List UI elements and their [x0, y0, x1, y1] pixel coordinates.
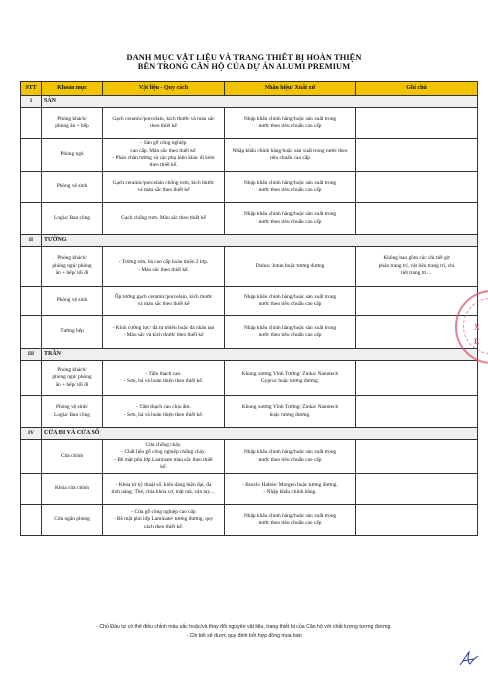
cell-line: - Bosch/ Hafele/ Morgen hoặc tương đương. — [242, 481, 338, 488]
cell-line: Nhập khẩu chính hãng/hoặc sản xuất trong — [243, 211, 337, 218]
vat-lieu-cell — [103, 203, 225, 235]
section-number: III — [21, 349, 42, 361]
table-row — [21, 172, 478, 203]
cell-line: Logia/ Ban công — [54, 214, 90, 221]
khoan-muc-cell — [42, 203, 103, 235]
table-row — [21, 396, 478, 428]
header-khoan-muc: Khoản mục — [42, 82, 103, 96]
footnote: - Chủ Đầu tư có thể điều chỉnh màu sắc hoặc/và thay đổi nguyên vật liệu, trang thiết bị của Căn hộ với chất lượng tương đương. — [96, 624, 392, 630]
stt-cell — [21, 316, 42, 349]
cell-line: nước theo tiêu chuẩn cao cấp — [258, 520, 322, 526]
table-header-row — [21, 82, 478, 96]
cell-line: Khung xương Vĩnh Tường/ Zinka/ Nanotech — [241, 404, 339, 411]
cell-line: Dulux/ Jotun hoặc tương đương — [255, 262, 325, 269]
cell-line: Phòng vệ sinh — [56, 297, 88, 304]
cell-line: Phòng khách/ — [57, 255, 87, 262]
cell-line: Phòng khách/ — [57, 115, 87, 122]
cell-line: Cửa ngăn phòng — [54, 516, 90, 523]
cell-line: phòng ngủ/ phòng — [52, 374, 92, 381]
header-vat-lieu: Vật liệu - Quy cách — [103, 82, 225, 96]
cell-line: Cửa chống cháy. — [145, 441, 182, 448]
section-name: CỬA ĐI VÀ CỬA SỔ — [42, 428, 478, 440]
section-name: TRẦN — [42, 349, 478, 361]
table-row — [21, 361, 478, 396]
section-row — [21, 235, 478, 247]
table-row — [21, 316, 478, 349]
cell-line: Nhập khẩu chính hãng/hoặc sản xuất trong — [243, 512, 337, 519]
nhan-hieu-cell — [225, 474, 356, 505]
header-ghi-chu: Ghi chú — [356, 82, 478, 96]
ghi-chu-cell — [356, 247, 478, 287]
section-number: II — [21, 235, 42, 247]
cell-line: theo thiết kế — [150, 123, 177, 129]
vat-lieu-cell — [103, 287, 225, 316]
ghi-chu-cell — [356, 505, 478, 536]
cell-line: Gạch ceramic/porcelain chống trơn, kích thước — [112, 179, 215, 186]
document-title-line1: DANH MỤC VẬT LIỆU VÀ TRANG THIẾT BỊ HOÀN THIỆN — [126, 53, 362, 62]
cell-line: tiêu chuẩn cao cấp — [270, 155, 310, 161]
ghi-chu-cell — [356, 474, 478, 505]
cell-line: - Màu sắc và kích thước theo thiết kế — [123, 332, 204, 338]
khoan-muc-cell — [42, 108, 103, 139]
table-row — [21, 505, 478, 536]
cell-line: Gạch ceramic/porcelain, kích thước và màu sắc — [112, 115, 215, 122]
table-row — [21, 474, 478, 505]
cell-line: ăn + bếp/ lối đi — [55, 270, 89, 277]
cell-line: Gyproc hoặc tương đương. — [260, 378, 320, 384]
cell-line: Nhập khẩu chính hãng/hoặc sản xuất trong — [243, 324, 337, 331]
cell-line: - Phào chân tường và các phụ kiện khác đi kèm — [112, 155, 215, 161]
cell-line: nước theo tiêu chuẩn cao cấp — [258, 332, 322, 338]
nhan-hieu-cell — [225, 172, 356, 203]
cell-line: Phòng ngủ — [60, 151, 84, 158]
cell-line: - Sàn gỗ công nghiệp — [140, 140, 187, 147]
cell-line: hoặc tương đương. — [269, 411, 311, 418]
header-stt: STT — [21, 82, 42, 96]
cell-line: - Tấm thạch cao chịu ẩm. — [136, 404, 191, 411]
cell-line: - Kính cường lực/ đá tự nhiên hoặc đá nhân tạo — [112, 324, 215, 331]
cell-line: nước theo tiêu chuẩn cao cấp — [258, 187, 322, 193]
header-nhan-hieu: Nhãn hiệu/ Xuất xứ — [225, 82, 356, 96]
ghi-chu-cell — [356, 440, 478, 474]
cell-line: Logia/ Ban công — [54, 411, 90, 418]
cell-line: - Tấm thạch cao. — [145, 370, 182, 377]
cell-line: - Chất liệu gỗ công nghiệp chống cháy. — [121, 449, 206, 456]
cell-line: cao cấp. Màu sắc theo thiết kế. — [130, 147, 197, 154]
ghi-chu-cell — [356, 139, 478, 172]
vat-lieu-cell — [103, 139, 225, 172]
cell-line: - Cửa gỗ công nghiệp cao cấp — [131, 508, 196, 515]
cell-line: phòng ăn + bếp — [55, 123, 89, 129]
vat-lieu-cell — [103, 108, 225, 139]
document-title-line2: BÊN TRONG CĂN HỘ CỦA DỰ ÁN ALUMI PREMIUM — [137, 62, 351, 71]
nhan-hieu-cell — [225, 247, 356, 287]
stt-cell — [21, 440, 42, 474]
section-name: SÀN — [42, 96, 478, 108]
footnote: - Chi tiết sẽ được quy định bởi hợp đồng mua bán — [186, 633, 302, 639]
khoan-muc-cell — [42, 474, 103, 505]
stt-cell — [21, 361, 42, 396]
cell-line: ăn + bếp/ lối đi — [55, 381, 89, 388]
cell-line: Phòng khách/ — [57, 366, 87, 373]
cell-line: Nhập khẩu chính hãng/hoặc sản xuất trong — [243, 179, 337, 186]
section-number: I — [21, 96, 42, 108]
ghi-chu-cell — [356, 203, 478, 235]
cell-line: tính năng: Thẻ, chìa khóa cơ, mật mã, vân tay… — [111, 489, 216, 495]
section-number: IV — [21, 428, 42, 440]
cell-line: Phòng vệ sinh — [56, 183, 88, 190]
cell-line: Nhập khẩu chính hãng/hoặc sản xuất trong — [243, 293, 337, 300]
stt-cell — [21, 505, 42, 536]
vat-lieu-cell — [103, 247, 225, 287]
ghi-chu-cell — [356, 361, 478, 396]
table-row — [21, 203, 478, 235]
stt-cell — [21, 247, 42, 287]
khoan-muc-cell — [42, 139, 103, 172]
nhan-hieu-cell — [225, 108, 356, 139]
cell-line: - Nhập khẩu chính hãng. — [263, 489, 317, 495]
vat-lieu-cell — [103, 316, 225, 349]
cell-line: - Tường sơn, bả cao cấp hoàn thiện 2 lớp. — [118, 259, 209, 266]
cell-line: Nhập khẩu chính hãng/hoặc sản xuất trong nước theo — [232, 147, 348, 154]
cell-line: Nhập khẩu chính hãng/hoặc sản xuất trong — [243, 449, 337, 456]
vat-lieu-cell — [103, 361, 225, 396]
stt-cell — [21, 108, 42, 139]
cell-line: nước theo tiêu chuẩn cao cấp — [258, 123, 322, 129]
materials-table — [20, 81, 478, 536]
khoan-muc-cell — [42, 316, 103, 349]
nhan-hieu-cell — [225, 396, 356, 428]
nhan-hieu-cell — [225, 203, 356, 235]
table-row — [21, 139, 478, 172]
cell-line: nước theo tiêu chuẩn cao cấp — [258, 456, 322, 463]
cell-line: Tường bếp — [60, 328, 84, 335]
cell-line: phòng ngủ/ phòng — [52, 262, 92, 269]
nhan-hieu-cell — [225, 505, 356, 536]
stamp-letter: X — [474, 323, 480, 332]
cell-line: Khóa cửa chính — [54, 485, 90, 492]
cell-line: Không bao gồm các chi tiết gờ — [383, 255, 450, 262]
cell-line: - Bề mặt phủ lớp Laminate màu sắc theo thiết — [114, 456, 213, 463]
section-row — [21, 96, 478, 108]
vat-lieu-cell — [103, 474, 225, 505]
khoan-muc-cell — [42, 287, 103, 316]
stamp-letter: E — [474, 337, 480, 346]
cell-line: Ốp tường gạch ceramic/porcelain, kích thước — [114, 293, 213, 300]
cell-line: nước theo tiêu chuẩn cao cấp — [258, 218, 322, 225]
cell-line: Cửa chính — [60, 452, 84, 459]
cell-line: Phòng vệ sinh/ — [55, 404, 89, 411]
stt-cell — [21, 287, 42, 316]
khoan-muc-cell — [42, 361, 103, 396]
table-row — [21, 247, 478, 287]
vat-lieu-cell — [103, 505, 225, 536]
nhan-hieu-cell — [225, 287, 356, 316]
cell-line: và màu sắc theo thiết kế — [137, 301, 190, 307]
cell-line: Khung xương Vĩnh Tường/ Zinka/ Nanotech — [241, 370, 339, 377]
cell-line: - Sơn, bả và hoàn thiện theo thiết kế. — [123, 378, 204, 384]
cell-line: Nhập khẩu chính hãng/hoặc sản xuất trong — [243, 115, 337, 122]
vat-lieu-cell — [103, 440, 225, 474]
table-row — [21, 108, 478, 139]
section-name: TƯỜNG — [42, 235, 478, 247]
cell-line: - Khóa từ kỹ thuật số, kiểu dáng hiện đại, đa — [115, 481, 212, 488]
stt-cell — [21, 396, 42, 428]
vat-lieu-cell — [103, 172, 225, 203]
stt-cell — [21, 172, 42, 203]
nhan-hieu-cell — [225, 139, 356, 172]
section-row — [21, 349, 478, 361]
ghi-chu-cell — [356, 396, 478, 428]
stt-cell — [21, 139, 42, 172]
cell-line: phào trang trí, vật liệu trang trí, chi — [378, 262, 455, 269]
nhan-hieu-cell — [225, 440, 356, 474]
signature-mark — [458, 650, 480, 668]
cell-line: cách theo thiết kế. — [143, 523, 184, 530]
khoan-muc-cell — [42, 172, 103, 203]
cell-line: - Sơn, bả và hoàn thiện theo thiết kế. — [123, 411, 204, 418]
table-row — [21, 287, 478, 316]
cell-line: theo thiết kế. — [149, 162, 178, 169]
ghi-chu-cell — [356, 108, 478, 139]
cell-line: - Bề mặt phủ lớp Laminate/ tương đương, quy — [113, 516, 214, 523]
table-row — [21, 440, 478, 474]
cell-line: và màu sắc theo thiết kế — [137, 187, 190, 193]
khoan-muc-cell — [42, 396, 103, 428]
cell-line: - Màu sắc theo thiết kế. — [138, 266, 189, 273]
khoan-muc-cell — [42, 505, 103, 536]
nhan-hieu-cell — [225, 361, 356, 396]
nhan-hieu-cell — [225, 316, 356, 349]
vat-lieu-cell — [103, 396, 225, 428]
stt-cell — [21, 474, 42, 505]
table-body — [21, 96, 478, 536]
ghi-chu-cell — [356, 172, 478, 203]
cell-line: kế. — [160, 463, 167, 470]
cell-line: Gạch chống trơn. Màu sắc theo thiết kế — [121, 214, 206, 221]
cell-line: tiết trang trí… — [401, 270, 432, 277]
cell-line: nước theo tiêu chuẩn cao cấp — [258, 301, 322, 307]
stt-cell — [21, 203, 42, 235]
khoan-muc-cell — [42, 440, 103, 474]
khoan-muc-cell — [42, 247, 103, 287]
section-row — [21, 428, 478, 440]
